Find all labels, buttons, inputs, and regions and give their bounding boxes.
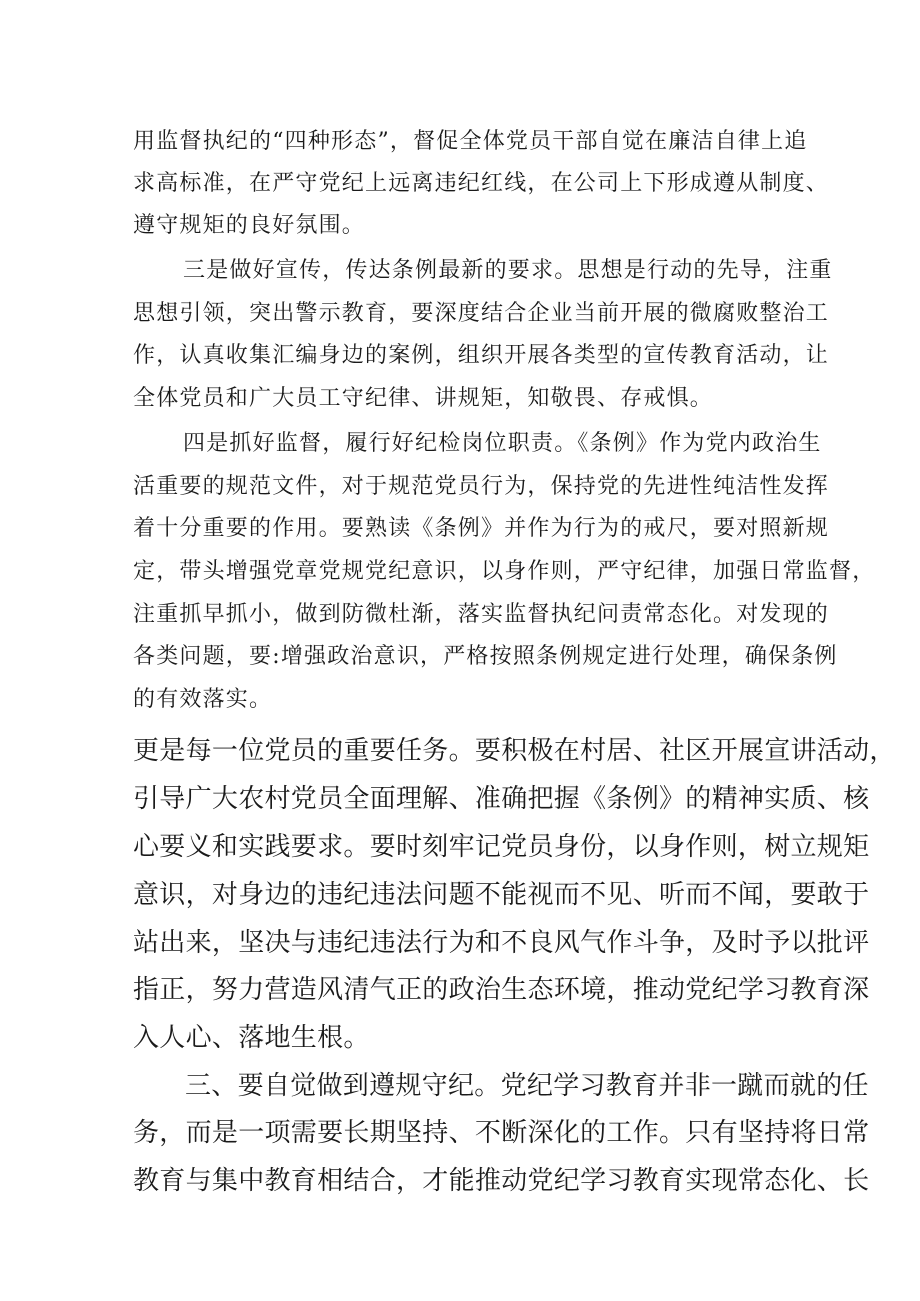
paragraph-line: 的有效落实。 — [133, 687, 273, 712]
paragraph-line: 活重要的规范文件，对于规范党员行为，保持党的先进性纯洁性发挥 — [133, 474, 830, 499]
paragraph-line: 思想引领，突出警示教育，要深度结合企业当前开展的微腐败整治工 — [133, 301, 830, 326]
paragraph-line: 引导广大农村党员全面理解、准确把握《条例》的精神实质、核 — [133, 784, 870, 814]
paragraph-line: 四是抓好监督，履行好纪检岗位职责。《条例》作为党内政治生 — [183, 431, 822, 456]
paragraph-line: 更是每一位党员的重要任务。要积极在村居、社区开展宣讲活动， — [133, 736, 896, 766]
paragraph-line: 三是做好宣传，传达条例最新的要求。思想是行动的先导，注重 — [183, 258, 833, 283]
paragraph-line: 全体党员和广大员工守纪律、讲规矩，知敬畏、存戒惧。 — [133, 386, 714, 411]
paragraph-line: 三、要自觉做到遵规守纪。党纪学习教育并非一蹴而就的任 — [185, 1071, 869, 1101]
paragraph-line: 定，带头增强党章党规党纪意识，以身作则，严守纪律，加强日常监督， — [133, 559, 876, 584]
paragraph-line: 务，而是一项需要长期坚持、不断深化的工作。只有坚持将日常 — [133, 1118, 870, 1148]
paragraph-line: 心要义和实践要求。要时刻牢记党员身份，以身作则，树立规矩 — [133, 832, 870, 862]
paragraph-line: 用监督执纪的“四种形态”，督促全体党员干部自觉在廉洁自律上追 — [133, 129, 808, 154]
paragraph-line: 指正，努力营造风清气正的政治生态环境，推动党纪学习教育深 — [133, 975, 870, 1005]
paragraph-line: 求高标准，在严守党纪上远离违纪红线，在公司上下形成遵从制度、 — [133, 171, 830, 196]
paragraph-line: 各类问题，要:增强政治意识，严格按照条例规定进行处理，确保条例 — [133, 644, 838, 669]
paragraph-line: 遵守规矩的良好氛围。 — [133, 213, 366, 238]
paragraph-line: 教育与集中教育相结合，才能推动党纪学习教育实现常态化、长 — [133, 1166, 870, 1196]
paragraph-line: 作，认真收集汇编身边的案例，组织开展各类型的宣传教育活动，让 — [133, 343, 830, 368]
paragraph-line: 入人心、落地生根。 — [133, 1023, 370, 1053]
paragraph-line: 站出来，坚决与违纪违法行为和不良风气作斗争，及时予以批评 — [133, 928, 870, 958]
paragraph-line: 意识，对身边的违纪违法问题不能视而不见、听而不闻，要敢于 — [133, 880, 870, 910]
paragraph-line: 注重抓早抓小，做到防微杜渐，落实监督执纪问责常态化。对发现的 — [133, 602, 830, 627]
paragraph-line: 着十分重要的作用。要熟读《条例》并作为行为的戒尺，要对照新规 — [133, 516, 830, 541]
